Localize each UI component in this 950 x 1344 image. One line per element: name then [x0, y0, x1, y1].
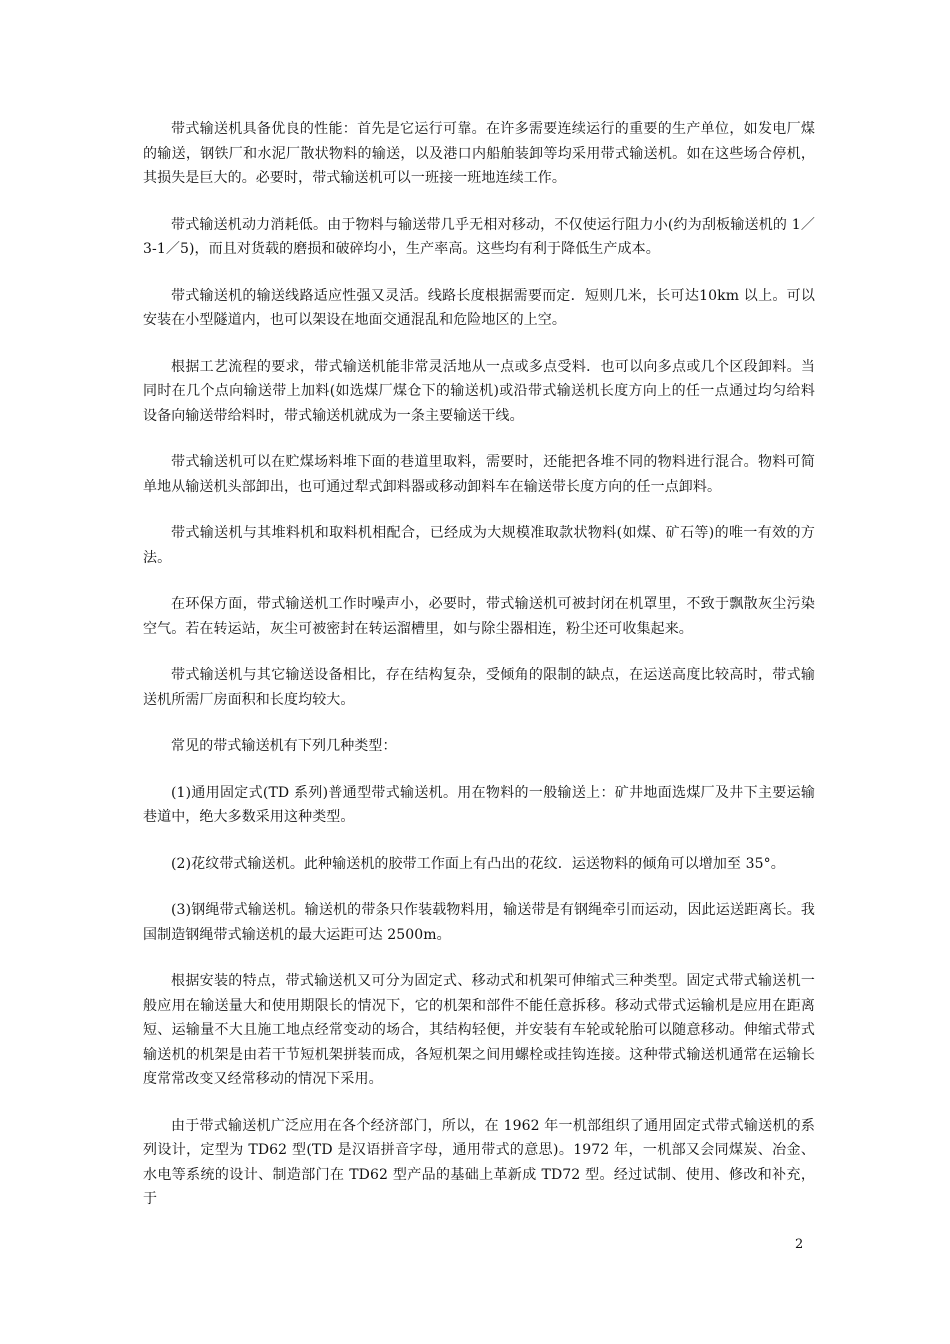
paragraph: 在环保方面，带式输送机工作时噪声小，必要时，带式输送机可被封闭在机罩里，不致于飘散灰尘污染空气。若在转运站，灰尘可被密封在转运溜槽里，如与除尘器相连，粉尘还可收集起来。 — [143, 596, 815, 637]
page-number: 2 — [795, 1237, 804, 1252]
paragraph: 常见的带式输送机有下列几种类型： — [171, 738, 397, 754]
paragraph: 带式输送机与其堆料机和取料机相配合，已经成为大规模准取款状物料(如煤、矿石等)的唯一有效的方法。 — [143, 525, 815, 566]
paragraph: 带式输送机与其它输送设备相比，存在结构复杂，受倾角的限制的缺点，在运送高度比较高时，带式输送机所需厂房面积和长度均较大。 — [143, 667, 815, 708]
paragraph: (2)花纹带式输送机。此种输送机的胶带工作面上有凸出的花纹．运送物料的倾角可以增加至 35°。 — [171, 855, 785, 872]
paragraph: 带式输送机可以在贮煤场料堆下面的巷道里取料，需要时，还能把各堆不同的物料进行混合。物料可简单地从输送机头部卸出，也可通过犁式卸料器或移动卸料车在输送带长度方向的任一点卸料。 — [143, 454, 815, 495]
paragraph: 带式输送机具备优良的性能：首先是它运行可靠。在许多需要连续运行的重要的生产单位，如发电厂煤的输送，钢铁厂和水泥厂散状物料的输送，以及港口内船舶装卸等均采用带式输送机。如在这些场合停机，其损失是巨大的。必要时，带式输送机可以一班接一班地连续工作。 — [143, 121, 815, 186]
paragraph: (3)钢绳带式输送机。输送机的带条只作装载物料用，输送带是有钢绳牵引而运动，因此运送距离长。我国制造钢绳带式输送机的最大运距可达 2500m。 — [143, 902, 815, 943]
paragraph: 带式输送机的输送线路适应性强又灵活。线路长度根据需要而定．短则几米，长可达10km 以上。可以安装在小型隧道内，也可以架设在地面交通混乱和危险地区的上空。 — [143, 287, 815, 328]
paragraph: (1)通用固定式(TD 系列)普通型带式输送机。用在物料的一般输送上：矿井地面选煤厂及井下主要运输巷道中，绝大多数采用这种类型。 — [143, 784, 815, 825]
paragraph: 由于带式输送机广泛应用在各个经济部门，所以，在 1962 年一机部组织了通用固定式带式输送机的系列设计，定型为 TD62 型(TD 是汉语拼音字母，通用带式的意思)。1972 年，一机部又会同煤炭、冶金、水电等系统的设计、制造部门在 TD62 型产品的基础上革新成 TD72 型。经过试制、使用、修改和补充，于 — [143, 1117, 815, 1207]
paragraph: 根据安装的特点，带式输送机又可分为固定式、移动式和机架可伸缩式三种类型。固定式带式输送机一般应用在输送量大和使用期限长的情况下，它的机架和部件不能任意拆移。移动式带式运输机是应用在距离短、运输量不大且施工地点经常变动的场合，其结构轻便，并安装有车轮或轮胎可以随意移动。伸缩式带式输送机的机架是由若干节短机架拼装而成，各短机架之间用螺栓或挂钩连接。这种带式输送机通常在运输长度常常改变又经常移动的情况下采用。 — [143, 973, 815, 1087]
paragraph: 带式输送机动力消耗低。由于物料与输送带几乎无相对移动，不仅使运行阻力小(约为刮板输送机的 1／3-1／5)，而且对货载的磨损和破碎均小，生产率高。这些均有利于降低生产成本。 — [143, 216, 815, 257]
paragraph: 根据工艺流程的要求，带式输送机能非常灵活地从一点或多点受料．也可以向多点或几个区段卸料。当同时在几个点向输送带上加料(如选煤厂煤仓下的输送机)或沿带式输送机长度方向上的任一点通过均匀给料设备向输送带给料时，带式输送机就成为一条主要输送干线。 — [143, 358, 815, 424]
document-body — [143, 117, 815, 1234]
